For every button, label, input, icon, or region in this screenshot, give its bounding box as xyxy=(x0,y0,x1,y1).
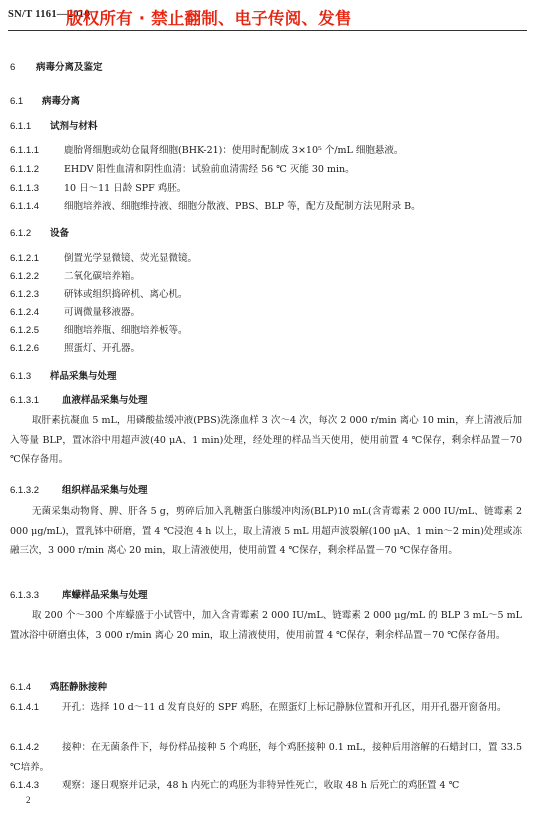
paragraph: 取肝素抗凝血 5 mL，用磷酸盐缓冲液(PBS)洗涤血样 3 次～4 次，每次 2 000 r/min 离心 10 min，弃上清液后加入等量 BLP，置冰浴中用超声波(40 μA、1 min)处理，经处理的样品当天使用，使用前置 4 ℃保存，剩余样品置－70 ℃保存备用。 xyxy=(10,415,522,465)
clause-number: 6.1.2.3 xyxy=(10,289,40,300)
clause-number: 6.1.2.4 xyxy=(10,307,40,318)
clause xyxy=(10,250,197,264)
section-heading xyxy=(10,59,103,73)
paragraph xyxy=(10,738,522,777)
header-rule xyxy=(8,30,527,31)
clause-text: 照蛋灯、开孔器。 xyxy=(64,343,141,354)
clause-text: 二氧化碳培养箱。 xyxy=(64,271,141,282)
clause-number: 6.1.1.3 xyxy=(10,183,40,194)
copyright-watermark: 版权所有 · 禁止翻制、电子传阅、发售 xyxy=(66,9,352,28)
clause-number: 6.1.1.1 xyxy=(10,145,40,156)
clause xyxy=(10,286,188,300)
clause xyxy=(10,322,188,336)
section-number: 6.1.2 xyxy=(10,228,32,239)
section-title: 组织样品采集与处理 xyxy=(62,485,148,496)
clause-text: 研钵或组织捣碎机、离心机。 xyxy=(64,289,188,300)
paragraph: 取 200 个～300 个库蠓盛于小试管中，加入含青霉素 2 000 IU/mL、链霉素 2 000 μg/mL 的 BLP 3 mL～5 mL 置冰浴中研磨虫体，3 000 r/min 离心 20 min，取上清液使用，使用前置 4 ℃保存，剩余样品置－70 ℃保存备用。 xyxy=(10,610,522,641)
page-number: 2 xyxy=(26,795,31,805)
clause-text: 10 日～11 日龄 SPF 鸡胚。 xyxy=(64,183,187,194)
section-number: 6.1.3.2 xyxy=(10,485,40,496)
section-heading xyxy=(10,368,117,382)
clause xyxy=(10,142,403,156)
section-title: 血液样品采集与处理 xyxy=(62,395,148,406)
paragraph xyxy=(10,698,522,718)
section-title: 试剂与材料 xyxy=(50,121,98,132)
section-heading xyxy=(10,482,148,496)
section-heading xyxy=(10,93,80,107)
clause xyxy=(10,304,140,318)
clause-number: 6.1.2.5 xyxy=(10,325,40,336)
clause-number: 6.1.1.2 xyxy=(10,164,40,175)
clause-text: 观察：逐日观察并记录，48 h 内死亡的鸡胚为非特异性死亡，收取 48 h 后死亡的鸡胚置 4 ℃ xyxy=(62,780,460,791)
section-heading xyxy=(10,587,148,601)
clause xyxy=(10,161,355,175)
section-heading xyxy=(10,392,148,406)
section-title: 设备 xyxy=(50,228,70,239)
section-number: 6.1 xyxy=(10,96,24,107)
section-number: 6 xyxy=(10,62,16,73)
paragraph xyxy=(10,776,522,796)
clause-text: 细胞培养液、细胞维持液、细胞分散液、PBS、BLP 等，配方及配制方法见附录 B。 xyxy=(64,201,421,212)
clause-text: 接种：在无菌条件下，每份样品接种 5 个鸡胚，每个鸡胚接种 0.1 mL，接种后用溶解的石蜡封口，置 33.5 ℃培养。 xyxy=(10,742,522,773)
section-number: 6.1.3.3 xyxy=(10,590,40,601)
section-number: 6.1.3 xyxy=(10,371,32,382)
clause-number: 6.1.2.1 xyxy=(10,253,40,264)
clause xyxy=(10,198,421,212)
clause-number: 6.1.4.3 xyxy=(10,780,40,791)
section-heading xyxy=(10,225,69,239)
clause-number: 6.1.4.2 xyxy=(10,742,40,753)
section-heading xyxy=(10,679,107,693)
clause-number: 6.1.2.6 xyxy=(10,343,40,354)
clause-number: 6.1.1.4 xyxy=(10,201,40,212)
section-title: 库蠓样品采集与处理 xyxy=(62,590,148,601)
section-title: 病毒分离 xyxy=(42,96,81,107)
section-number: 6.1.3.1 xyxy=(10,395,40,406)
section-title: 样品采集与处理 xyxy=(50,371,117,382)
section-number: 6.1.1 xyxy=(10,121,32,132)
clause-text: 倒置光学显微镜、荧光显微镜。 xyxy=(64,253,198,264)
section-title: 病毒分离及鉴定 xyxy=(36,62,103,73)
clause-number: 6.1.4.1 xyxy=(10,702,40,713)
section-title: 鸡胚静脉接种 xyxy=(50,682,108,693)
clause-text: 细胞培养瓶、细胞培养板等。 xyxy=(64,325,188,336)
document-code: SN/T 1161—2010 xyxy=(8,9,90,20)
clause-text: EHDV 阳性血清和阴性血清：试验前血清需经 56 ℃ 灭能 30 min。 xyxy=(64,164,355,175)
clause-number: 6.1.2.2 xyxy=(10,271,40,282)
clause-text: 可调微量移液器。 xyxy=(64,307,141,318)
section-heading xyxy=(10,118,98,132)
clause-text: 开孔：选择 10 d～11 d 发育良好的 SPF 鸡胚，在照蛋灯上标记静脉位置和开孔区，用开孔器开窗备用。 xyxy=(62,702,507,713)
section-number: 6.1.4 xyxy=(10,682,32,693)
clause xyxy=(10,268,140,282)
clause xyxy=(10,180,186,194)
clause xyxy=(10,340,140,354)
clause-text: 鹿胎肾细胞或幼仓鼠肾细胞(BHK-21)：使用时配制成 3×10⁵ 个/mL 细胞悬液。 xyxy=(64,145,404,156)
paragraph: 无菌采集动物肾、脾、肝各 5 g，剪碎后加入乳糖蛋白胨缓冲肉汤(BLP)10 mL(含青霉素 2 000 IU/mL、链霉素 2 000 μg/mL)，置乳钵中研磨，置 4 ℃浸泡 4 h 以上，取上清液 5 mL 用超声波裂解(100 μA、1 min～2 min)处理或冻融三次，3 000 r/min 离心 20 min，取上清液使用，使用前置 4 ℃保存，剩余样品置－70 ℃保存备用。 xyxy=(10,506,522,556)
